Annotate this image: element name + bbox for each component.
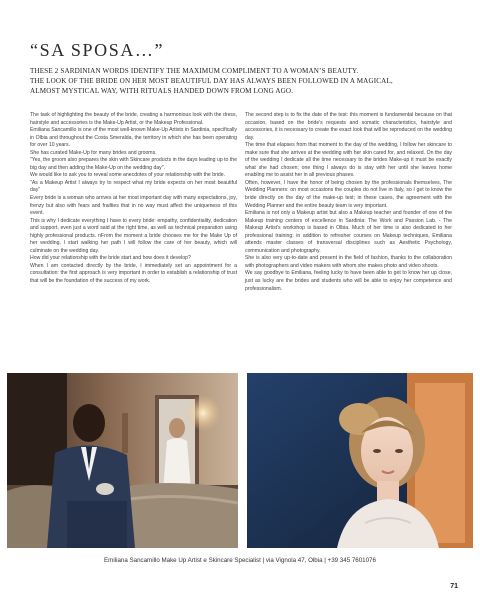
article-subtitle [30,66,455,96]
paragraph: "Yes, the groom also prepares the skin with Skincare products in the days leading up to the big day and then adding the Make-Up on the wedding day". [30,157,237,171]
paragraph: We say goodbye to Emiliana, feeling lucky to have been able to get to know her up close, just as lucky are the brides and students who will be able to enjoy her competence and professionalism. [245,270,452,292]
subtitle-line: ALMOST MYSTICAL WAY, WITH RITUALS HANDED DOWN FROM LONG AGO. [30,87,294,95]
left-text-column [30,112,237,286]
paragraph: She is also very up-to-date and present in the field of fashion, thanks to the collaboration with photographers and video makers with whom she makes photo and video shoots. [245,255,452,269]
footer-contact: Emiliana Sancamillo Make Up Artist e Skincare Specialist | via Vignola 47, Olbia | +39 345 7601076 [104,557,376,564]
paragraph: The second step is to fix the date of the test: this moment is fundamental because on that occasion, based on the bride's requests and somatic characteristics, hairstyle and accessories, it is necessary to create the exact look that will be reproduced on the wedding day. [245,112,452,141]
paragraph: Emiliana Sancamillo is one of the most well-known Make-Up Artists in Sardinia, specifically in Olbia and throughout the Costa Smeralda, the territory in which she has been operating for over 10 years. [30,127,237,149]
paragraph: We would like to ask you to reveal some anecdotes of your relationship with the bride. [30,172,226,179]
paragraph: How did your relationship with the bride start and how does it develop? [30,255,191,262]
page-number: 71 [450,583,458,590]
paragraph: The time that elapses from that moment to the day of the wedding, I follow her skincare to make sure that she arrives at the wedding with her skin cared for, and relaxed. On the day of the wedding I dedicate all the time necessary to the brides Make-up it must be exactly what she had chosen; one thing I always do is stay with her until she leaves home enabling me to assist her in all previous phases. [245,142,452,179]
paragraph: Often, however, I have the honor of being chosen by the professionals themselves, The Wedding Planners: on most occasions the couples do not live in Italy, so I get to know the bride directly on the day of the make-up test; in these cases, the agreement with the Wedding Planner and the entire beauty team is very important. [245,179,452,209]
groom-photo [7,373,238,548]
paragraph: "As a Makeup Artist I always try to respect what my bride expects on her most beautiful day" [30,179,237,194]
paragraph: When I am contacted directly by the bride, I immediately set an appointment for a consultation: the first approach is very important in order to establish a relationship of trust that will be the foundation of the success of my work. [30,262,237,285]
paragraph: The task of highlighting the beauty of the bride, creating a harmonious look with the dress, hairstyle and accessories is the Make-Up Artist, or the Makeup Professional. [30,112,237,126]
right-text-column [245,112,452,293]
paragraph: This is why I dedicate everything I have to every bride: empathy, confidentiality, dedication and support, even just a word said at the right time, as well as technical preparation using highly professional products. nFrom the moment a bride chooses me for the Make Up of her wedding, I start walking her path I will follow the care of her beauty, which will culminate on the wedding day. [30,217,237,254]
bride-photo [247,373,473,548]
subtitle-line: THESE 2 SARDINIAN WORDS IDENTIFY THE MAXIMUM COMPLIMENT TO A WOMAN’S BEAUTY. [30,67,359,75]
paragraph: She has curated Make-Up for many brides and grooms. [30,149,157,156]
article-title: “SA SPOSA…” [30,40,165,60]
paragraph: Emiliana is not only a Makeup artist but also a Makeup teacher and founder of one of the Makeup training centers of excellence in Sardinia: The Work and Passion Lab. - The Makeup Artist's workshop is based in Olbia. Much of her time is also dedicated to her professional training: in addition to refresher courses on Makeup techniques, Emiliana attends master classes of transversal disciplines such as Aesthetic Psychology, communication and photography. [245,210,452,254]
subtitle-line: THE LOOK OF THE BRIDE ON HER MOST BEAUTIFUL DAY HAS ALWAYS BEEN FOLLOWED IN A MAGICAL, [30,77,393,85]
paragraph: Every bride is a woman who arrives at her most important day with many expectations, joy, frenzy but also with fears and frailties that in no way must affect the uniqueness of this event. [30,195,237,217]
